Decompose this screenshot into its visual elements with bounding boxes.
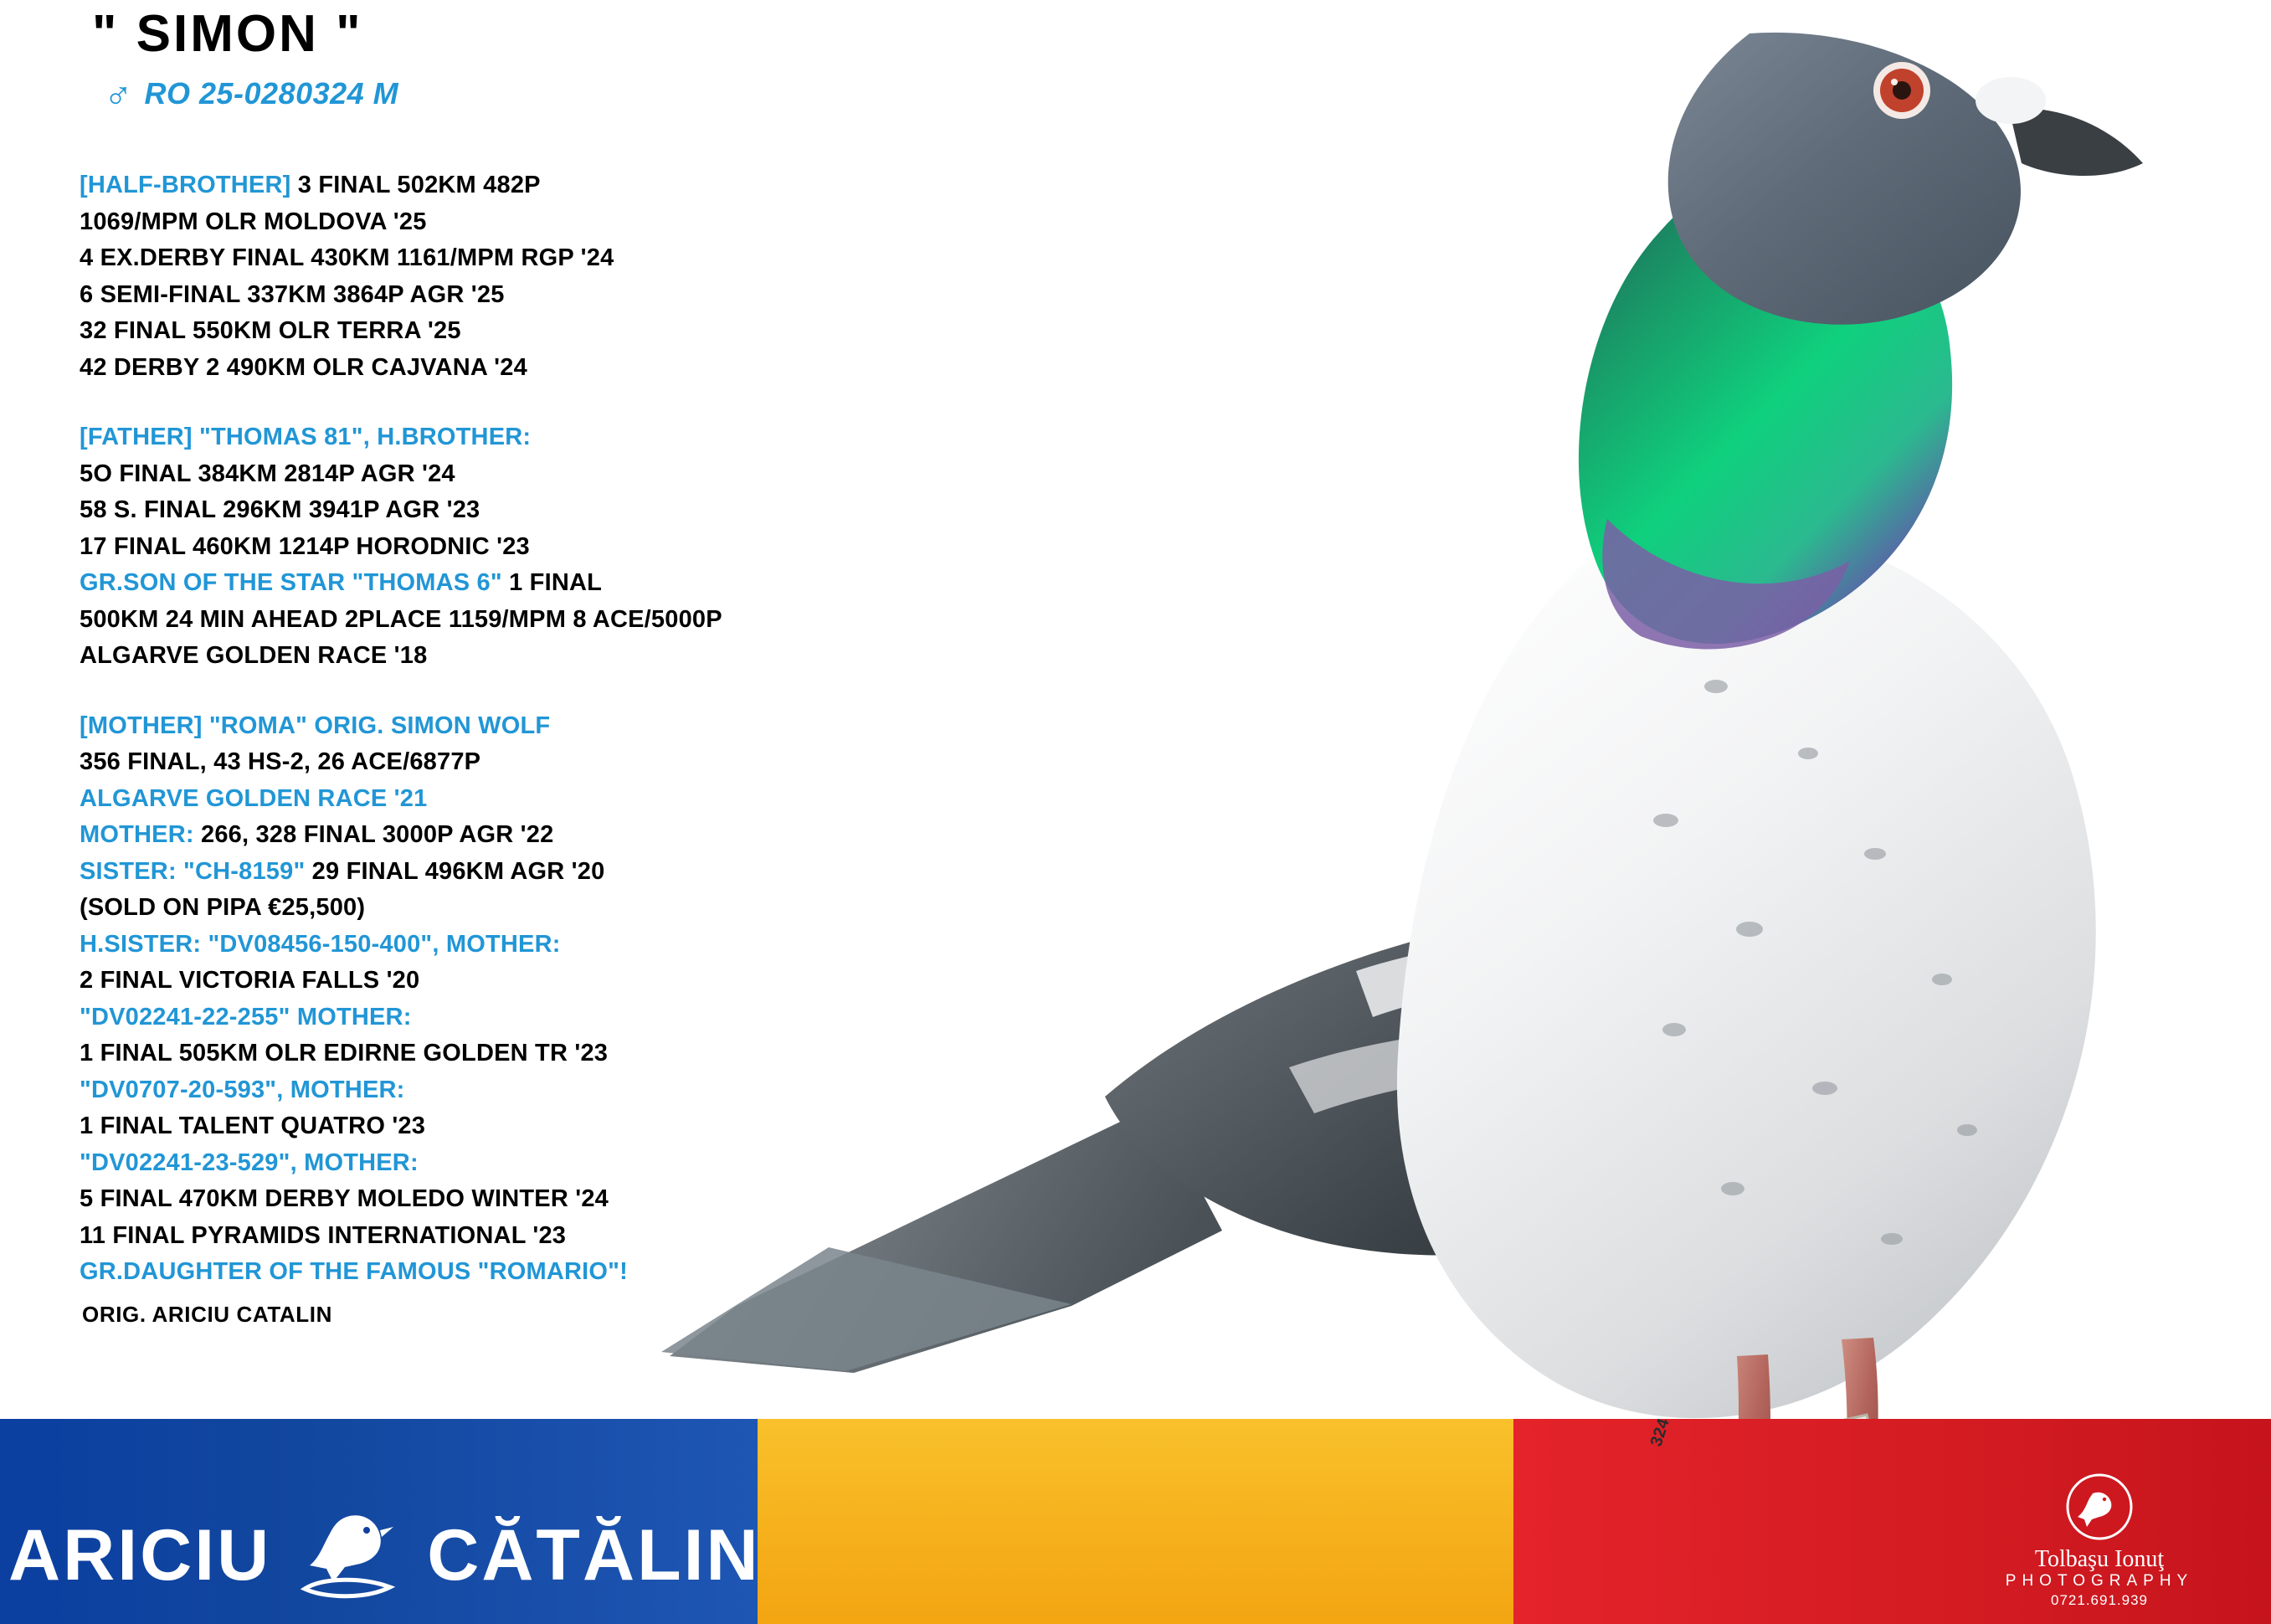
origin-line: ORIG. ARICIU CATALIN bbox=[82, 1302, 332, 1327]
pedigree-group-father bbox=[80, 419, 1042, 675]
pedigree-line bbox=[80, 1181, 1042, 1218]
pedigree-line bbox=[80, 927, 1042, 964]
pedigree-text-segment: MOTHER: bbox=[80, 821, 201, 848]
pedigree-line bbox=[80, 1218, 1042, 1255]
photographer-phone: 0721.691.939 bbox=[2051, 1592, 2148, 1608]
loft-name-second: CĂTĂLIN bbox=[427, 1515, 761, 1596]
pedigree-line bbox=[80, 1254, 1042, 1291]
pedigree-text-segment: 17 FINAL 460KM 1214P HORODNIC '23 bbox=[80, 532, 530, 560]
pedigree-text-segment: [MOTHER] "ROMA" ORIG. SIMON WOLF bbox=[80, 712, 551, 739]
pedigree-text-segment: "DV02241-22-255" MOTHER: bbox=[80, 1003, 412, 1030]
pedigree-line bbox=[80, 1036, 1042, 1072]
pedigree-line bbox=[80, 602, 1042, 639]
pedigree-line bbox=[80, 1072, 1042, 1109]
pedigree-text-segment: "DV0707-20-593", MOTHER: bbox=[80, 1076, 405, 1103]
pedigree-text-segment: H.SISTER: "DV08456-150-400", MOTHER: bbox=[80, 930, 561, 958]
pigeon-logo-icon bbox=[286, 1505, 412, 1606]
loft-name-first: ARICIU bbox=[8, 1515, 272, 1596]
pedigree-text-segment: [FATHER] "THOMAS 81", H.BROTHER: bbox=[80, 424, 532, 450]
pedigree-text-segment: 500KM 24 MIN AHEAD 2PLACE 1159/MPM 8 ACE/5000P bbox=[80, 605, 722, 633]
pedigree-line bbox=[80, 492, 1042, 529]
pedigree-line bbox=[80, 240, 1042, 277]
pedigree-text-segment: 3 FINAL 502KM 482P bbox=[297, 172, 541, 198]
pedigree-line bbox=[80, 744, 1042, 781]
pedigree-text-segment: ALGARVE GOLDEN RACE '21 bbox=[80, 784, 428, 812]
photographer-credit bbox=[1961, 1472, 2238, 1609]
pedigree-group-half-brother bbox=[80, 167, 1042, 386]
pedigree-line bbox=[80, 313, 1042, 350]
pedigree-text bbox=[80, 167, 1042, 1324]
pigeon-eye-glint bbox=[1891, 79, 1898, 85]
pedigree-line bbox=[80, 529, 1042, 566]
pedigree-text-segment: 1069/MPM OLR MOLDOVA '25 bbox=[80, 208, 427, 235]
pedigree-text-segment: SISTER: "CH-8159" bbox=[80, 857, 312, 885]
pedigree-text-segment: ALGARVE GOLDEN RACE '18 bbox=[80, 642, 428, 669]
pedigree-text-segment: 58 S. FINAL 296KM 3941P AGR '23 bbox=[80, 496, 480, 523]
pedigree-text-segment: 5 FINAL 470KM DERBY MOLEDO WINTER '24 bbox=[80, 1185, 609, 1212]
pedigree-text-segment: [HALF-BROTHER] bbox=[80, 172, 298, 198]
pedigree-line bbox=[80, 963, 1042, 1000]
pedigree-text-segment: 5O FINAL 384KM 2814P AGR '24 bbox=[80, 460, 455, 487]
pedigree-text-segment: GR.SON OF THE STAR "THOMAS 6" bbox=[80, 569, 510, 596]
male-sex-icon: ♂ bbox=[104, 72, 133, 116]
pedigree-text-segment: 4 EX.DERBY FINAL 430KM 1161/MPM RGP '24 bbox=[80, 244, 614, 271]
pedigree-line bbox=[80, 167, 1042, 204]
pedigree-line bbox=[80, 419, 1042, 456]
pedigree-text-segment: (SOLD ON PIPA €25,500) bbox=[80, 894, 366, 921]
pigeon-body bbox=[1397, 517, 2096, 1418]
pedigree-group-mother bbox=[80, 708, 1042, 1291]
pigeon-badge-icon bbox=[1961, 1472, 2238, 1542]
pedigree-text-segment: 29 FINAL 496KM AGR '20 bbox=[311, 857, 605, 885]
pedigree-text-segment: 1 FINAL 505KM OLR EDIRNE GOLDEN TR '23 bbox=[80, 1040, 609, 1066]
flag-band-yellow bbox=[758, 1419, 1513, 1624]
pedigree-line bbox=[80, 277, 1042, 314]
pedigree-text-segment: 356 FINAL, 43 HS-2, 26 ACE/6877P bbox=[80, 748, 481, 775]
pedigree-line bbox=[80, 1145, 1042, 1182]
pedigree-line bbox=[80, 854, 1042, 891]
pedigree-line bbox=[80, 708, 1042, 745]
loft-name bbox=[0, 1505, 761, 1606]
pedigree-line bbox=[80, 817, 1042, 854]
pedigree-line bbox=[80, 638, 1042, 675]
pedigree-text-segment: 6 SEMI-FINAL 337KM 3864P AGR '25 bbox=[80, 280, 505, 308]
pedigree-text-segment: 42 DERBY 2 490KM OLR CAJVANA '24 bbox=[80, 353, 527, 381]
ring-number: RO 25-0280324 M bbox=[144, 76, 399, 111]
pedigree-text-segment: GR.DAUGHTER OF THE FAMOUS "ROMARIO"! bbox=[80, 1258, 628, 1285]
pedigree-line bbox=[80, 565, 1042, 602]
pedigree-line bbox=[80, 1108, 1042, 1145]
pedigree-text-segment: 11 FINAL PYRAMIDS INTERNATIONAL '23 bbox=[80, 1221, 567, 1249]
pedigree-text-segment: 2 FINAL VICTORIA FALLS '20 bbox=[80, 967, 420, 994]
leg-ring-digits: 324 bbox=[1647, 1416, 1673, 1449]
pedigree-text-segment: 32 FINAL 550KM OLR TERRA '25 bbox=[80, 317, 461, 344]
pigeon-cere bbox=[1976, 77, 2046, 124]
photographer-subtitle: PHOTOGRAPHY bbox=[2005, 1572, 2194, 1591]
pedigree-text-segment: 1 FINAL bbox=[509, 569, 603, 596]
pedigree-line bbox=[80, 350, 1042, 387]
title-block bbox=[92, 5, 399, 116]
photographer-name: Tolbaşu Ionuţ bbox=[2034, 1545, 2165, 1572]
ring-row bbox=[104, 72, 399, 116]
pedigree-line bbox=[80, 204, 1042, 241]
pedigree-text-segment: 266, 328 FINAL 3000P AGR '22 bbox=[200, 821, 554, 848]
pedigree-line bbox=[80, 1000, 1042, 1036]
pedigree-text-segment: "DV02241-23-529", MOTHER: bbox=[80, 1149, 419, 1176]
pedigree-line bbox=[80, 781, 1042, 818]
pedigree-line bbox=[80, 890, 1042, 927]
page-title: " SIMON " bbox=[92, 5, 363, 63]
pigeon-head bbox=[1668, 33, 2021, 325]
pedigree-line bbox=[80, 456, 1042, 493]
pedigree-text-segment: 1 FINAL TALENT QUATRO '23 bbox=[80, 1113, 426, 1139]
